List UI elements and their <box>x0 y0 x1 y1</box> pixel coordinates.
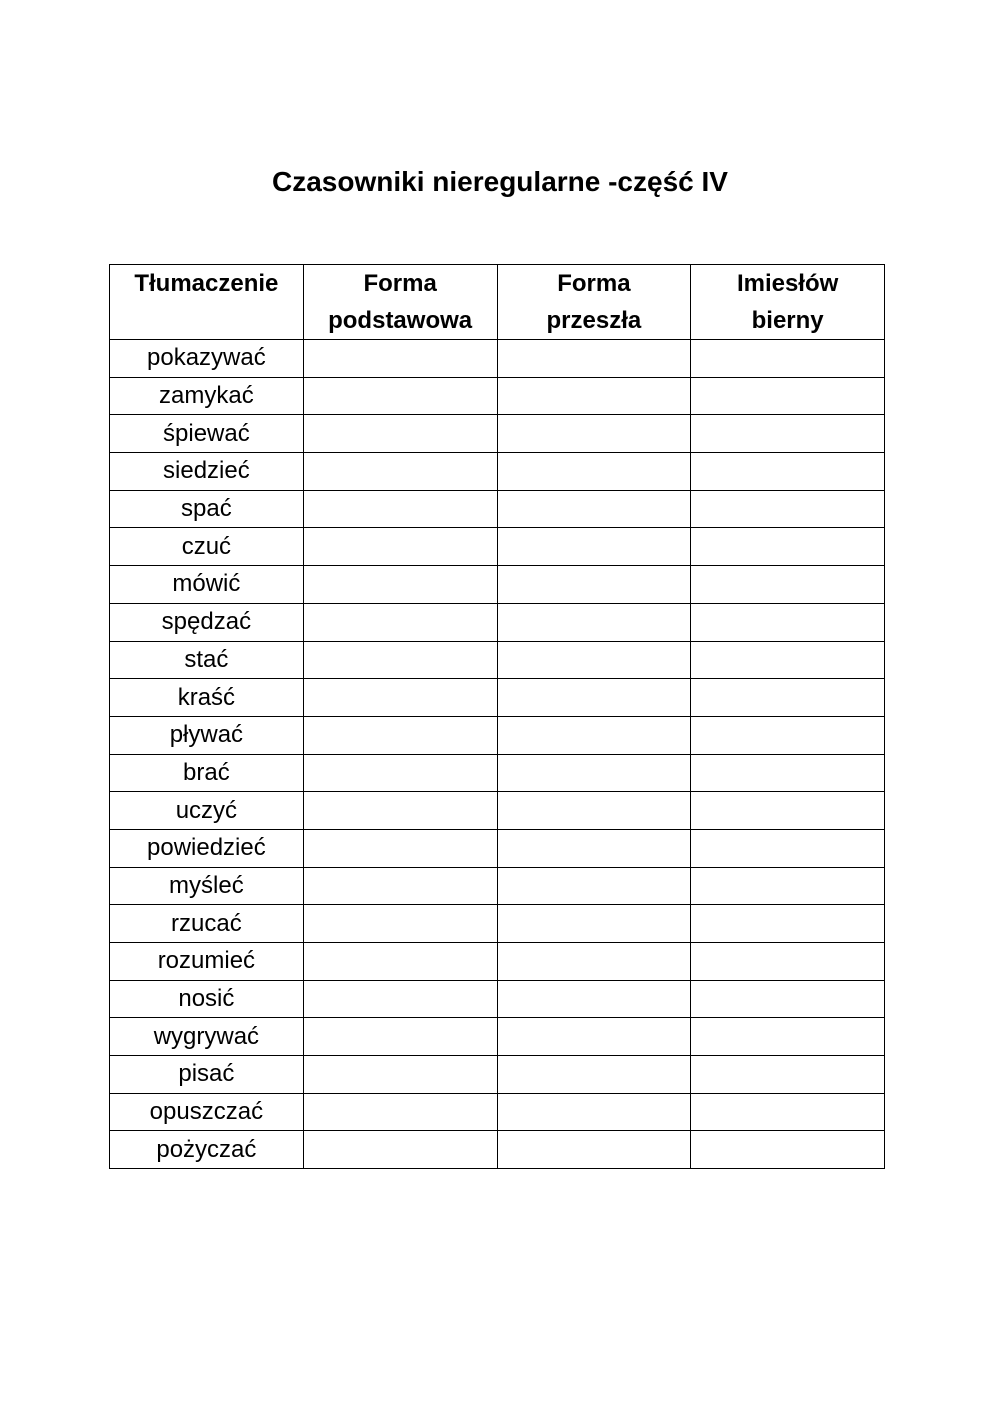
translation-cell: rzucać <box>110 905 304 943</box>
past-form-cell[interactable] <box>497 792 691 830</box>
translation-cell: spać <box>110 490 304 528</box>
base-form-cell[interactable] <box>303 905 497 943</box>
past-participle-cell[interactable] <box>691 943 885 981</box>
past-participle-cell[interactable] <box>691 1131 885 1169</box>
past-participle-cell[interactable] <box>691 905 885 943</box>
base-form-cell[interactable] <box>303 829 497 867</box>
page-title: Czasowniki nieregularne -część IV <box>272 166 728 197</box>
translation-cell: zamykać <box>110 377 304 415</box>
past-form-cell[interactable] <box>497 566 691 604</box>
past-participle-cell[interactable] <box>691 980 885 1018</box>
translation-cell: pokazywać <box>110 340 304 378</box>
header-row <box>110 265 885 340</box>
past-participle-cell[interactable] <box>691 528 885 566</box>
base-form-cell[interactable] <box>303 943 497 981</box>
table-row <box>110 453 885 491</box>
past-participle-cell[interactable] <box>691 1093 885 1131</box>
table-body <box>110 340 885 1169</box>
table-row <box>110 490 885 528</box>
translation-cell: wygrywać <box>110 1018 304 1056</box>
header-label: bierny <box>751 307 824 334</box>
translation-cell: siedzieć <box>110 453 304 491</box>
translation-cell: pływać <box>110 716 304 754</box>
translation-cell: kraść <box>110 679 304 717</box>
translation-cell: brać <box>110 754 304 792</box>
table-row <box>110 415 885 453</box>
past-participle-cell[interactable] <box>691 377 885 415</box>
past-form-cell[interactable] <box>497 490 691 528</box>
past-participle-cell[interactable] <box>691 340 885 378</box>
base-form-cell[interactable] <box>303 1056 497 1094</box>
table-header <box>110 265 885 340</box>
translation-cell: pożyczać <box>110 1131 304 1169</box>
past-participle-cell[interactable] <box>691 566 885 604</box>
past-form-cell[interactable] <box>497 641 691 679</box>
table-row <box>110 792 885 830</box>
header-label: podstawowa <box>328 307 473 334</box>
past-participle-cell[interactable] <box>691 415 885 453</box>
header-past-form <box>497 265 691 340</box>
table-row <box>110 716 885 754</box>
past-form-cell[interactable] <box>497 905 691 943</box>
table-row <box>110 905 885 943</box>
past-form-cell[interactable] <box>497 528 691 566</box>
header-label: Imiesłów <box>736 270 839 297</box>
base-form-cell[interactable] <box>303 1018 497 1056</box>
table-row <box>110 867 885 905</box>
past-form-cell[interactable] <box>497 754 691 792</box>
past-form-cell[interactable] <box>497 1093 691 1131</box>
base-form-cell[interactable] <box>303 453 497 491</box>
base-form-cell[interactable] <box>303 867 497 905</box>
table-row <box>110 603 885 641</box>
verb-table <box>109 264 885 1169</box>
translation-cell: mówić <box>110 566 304 604</box>
table-row <box>110 566 885 604</box>
base-form-cell[interactable] <box>303 754 497 792</box>
table-row <box>110 1131 885 1169</box>
past-participle-cell[interactable] <box>691 1018 885 1056</box>
base-form-cell[interactable] <box>303 340 497 378</box>
header-label: Tłumaczenie <box>134 270 279 297</box>
translation-cell: spędzać <box>110 603 304 641</box>
past-participle-cell[interactable] <box>691 792 885 830</box>
past-form-cell[interactable] <box>497 943 691 981</box>
past-form-cell[interactable] <box>497 1131 691 1169</box>
header-label: Forma <box>363 270 437 297</box>
past-form-cell[interactable] <box>497 980 691 1018</box>
header-base-form <box>303 265 497 340</box>
table-row <box>110 829 885 867</box>
base-form-cell[interactable] <box>303 980 497 1018</box>
header-past-participle <box>691 265 885 340</box>
past-participle-cell[interactable] <box>691 679 885 717</box>
base-form-cell[interactable] <box>303 377 497 415</box>
base-form-cell[interactable] <box>303 603 497 641</box>
past-participle-cell[interactable] <box>691 453 885 491</box>
past-form-cell[interactable] <box>497 377 691 415</box>
base-form-cell[interactable] <box>303 716 497 754</box>
translation-cell: myśleć <box>110 867 304 905</box>
table-row <box>110 340 885 378</box>
base-form-cell[interactable] <box>303 1093 497 1131</box>
table-row <box>110 679 885 717</box>
past-participle-cell[interactable] <box>691 867 885 905</box>
header-label: przeszła <box>546 307 642 334</box>
past-participle-cell[interactable] <box>691 716 885 754</box>
base-form-cell[interactable] <box>303 679 497 717</box>
table-row <box>110 1018 885 1056</box>
base-form-cell[interactable] <box>303 566 497 604</box>
past-participle-cell[interactable] <box>691 603 885 641</box>
past-participle-cell[interactable] <box>691 490 885 528</box>
translation-cell: nosić <box>110 980 304 1018</box>
past-form-cell[interactable] <box>497 679 691 717</box>
past-form-cell[interactable] <box>497 453 691 491</box>
base-form-cell[interactable] <box>303 415 497 453</box>
translation-cell: czuć <box>110 528 304 566</box>
past-participle-cell[interactable] <box>691 1056 885 1094</box>
table-row <box>110 528 885 566</box>
base-form-cell[interactable] <box>303 792 497 830</box>
translation-cell: stać <box>110 641 304 679</box>
table-row <box>110 980 885 1018</box>
translation-cell: śpiewać <box>110 415 304 453</box>
base-form-cell[interactable] <box>303 490 497 528</box>
past-form-cell[interactable] <box>497 716 691 754</box>
past-form-cell[interactable] <box>497 603 691 641</box>
past-form-cell[interactable] <box>497 829 691 867</box>
past-participle-cell[interactable] <box>691 829 885 867</box>
header-translation <box>110 265 304 340</box>
past-form-cell[interactable] <box>497 1018 691 1056</box>
translation-cell: pisać <box>110 1056 304 1094</box>
base-form-cell[interactable] <box>303 641 497 679</box>
past-participle-cell[interactable] <box>691 641 885 679</box>
table-row <box>110 377 885 415</box>
table-row <box>110 943 885 981</box>
table-row <box>110 641 885 679</box>
base-form-cell[interactable] <box>303 1131 497 1169</box>
past-form-cell[interactable] <box>497 340 691 378</box>
translation-cell: rozumieć <box>110 943 304 981</box>
table-row <box>110 1093 885 1131</box>
table-row <box>110 754 885 792</box>
past-form-cell[interactable] <box>497 415 691 453</box>
translation-cell: powiedzieć <box>110 829 304 867</box>
header-label: Forma <box>557 270 631 297</box>
translation-cell: opuszczać <box>110 1093 304 1131</box>
past-participle-cell[interactable] <box>691 754 885 792</box>
table-row <box>110 1056 885 1094</box>
translation-cell: uczyć <box>110 792 304 830</box>
past-form-cell[interactable] <box>497 867 691 905</box>
base-form-cell[interactable] <box>303 528 497 566</box>
past-form-cell[interactable] <box>497 1056 691 1094</box>
